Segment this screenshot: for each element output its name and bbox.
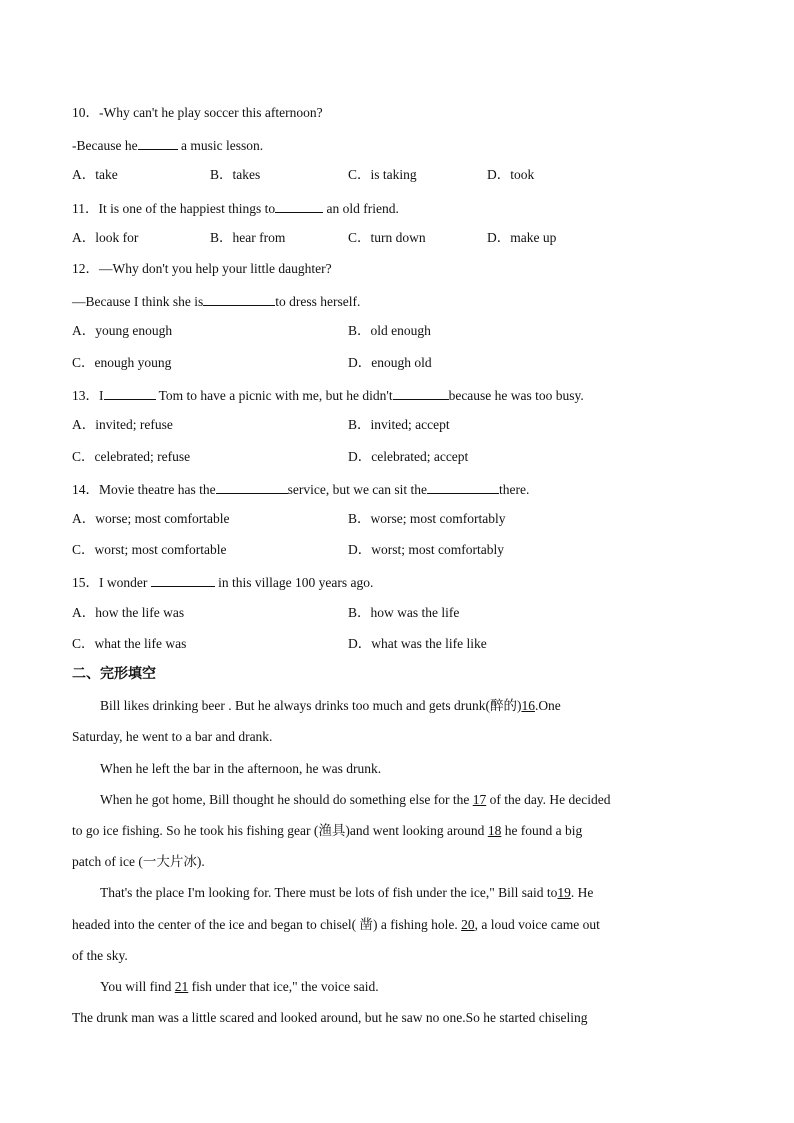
question-12-response <box>72 291 360 311</box>
question-10-response-post: a music lesson. <box>177 138 264 153</box>
question-12-response-post: to dress herself. <box>275 294 361 309</box>
passage-para-3-end: patch of ice (一大片冰). <box>72 854 205 869</box>
question-13-stem <box>72 385 584 405</box>
cloze-blank-21: 21 <box>174 979 189 994</box>
question-15-option-c: C．what the life was <box>72 636 187 651</box>
question-14-stem-pre: 14．Movie theatre has the <box>72 482 216 497</box>
passage-text: . He <box>570 885 594 900</box>
question-10-response-pre: -Because he <box>72 138 138 153</box>
question-13-stem-mid: Tom to have a picnic with me, but he didn't <box>155 388 393 403</box>
question-12-blank <box>203 291 275 306</box>
question-11-option-d: D．make up <box>487 230 557 245</box>
question-15-stem-pre: 15．I wonder <box>72 575 151 590</box>
question-11-stem-post: an old friend. <box>323 201 399 216</box>
passage-text: to go ice fishing. So he took his fishing gear (渔具)and went looking around <box>72 823 488 838</box>
cloze-blank-16: 16 <box>521 698 535 713</box>
question-14-blank-2 <box>427 479 499 494</box>
question-12-response-pre: —Because I think she is <box>72 294 204 309</box>
question-15-stem-post: in this village 100 years ago. <box>214 575 374 590</box>
question-12-stem: 12．—Why don't you help your little daughter? <box>72 261 332 276</box>
question-15-option-a: A．how the life was <box>72 605 185 620</box>
question-13-stem-pre: 13．I <box>72 388 104 403</box>
question-10-blank <box>138 135 178 150</box>
question-14-stem-mid: service, but we can sit the <box>287 482 428 497</box>
question-15-option-d: D．what was the life like <box>348 636 487 651</box>
question-10-option-c: C．is taking <box>348 167 417 182</box>
passage-para-5 <box>100 978 379 996</box>
passage-para-1-cont: Saturday, he went to a bar and drank. <box>72 729 273 744</box>
question-15-option-b: B．how was the life <box>348 605 460 620</box>
question-14-stem-post: there. <box>499 482 530 497</box>
cloze-blank-17: 17 <box>472 792 487 807</box>
question-14-option-d: D．worst; most comfortably <box>348 542 504 557</box>
question-10-response <box>72 135 263 155</box>
question-12-option-a: A．young enough <box>72 323 173 338</box>
cloze-blank-18: 18 <box>487 823 502 838</box>
question-13-option-b: B．invited; accept <box>348 417 450 432</box>
passage-para-2: When he left the bar in the afternoon, he was drunk. <box>100 761 382 776</box>
question-10-option-b: B．takes <box>210 167 261 182</box>
passage-para-6: The drunk man was a little scared and looked around, but he saw no one.So he started chiseling <box>72 1010 588 1025</box>
question-15-blank <box>151 572 215 587</box>
passage-text: That's the place I'm looking for. There must be lots of fish under the ice," Bill said to <box>100 885 558 900</box>
passage-text: Bill likes drinking beer . But he always drinks too much and gets drunk(醉的) <box>100 698 522 713</box>
passage-para-3-cont <box>72 822 582 840</box>
passage-text: .One <box>534 698 561 713</box>
question-15-stem <box>72 572 373 592</box>
question-11-option-a: A．look for <box>72 230 139 245</box>
question-12-option-c: C．enough young <box>72 355 172 370</box>
question-10-option-a: A．take <box>72 167 118 182</box>
passage-text: You will find <box>100 979 175 994</box>
question-11-stem <box>72 198 399 218</box>
question-12-option-d: D．enough old <box>348 355 432 370</box>
passage-para-4-end: of the sky. <box>72 948 128 963</box>
question-10-option-d: D．took <box>487 167 535 182</box>
question-14-option-b: B．worse; most comfortably <box>348 511 506 526</box>
passage-para-1 <box>100 697 561 715</box>
question-13-blank-1 <box>104 385 156 400</box>
passage-text: headed into the center of the ice and began to chisel( 凿) a fishing hole. <box>72 917 462 932</box>
question-13-option-d: D．celebrated; accept <box>348 449 469 464</box>
passage-text: , a loud voice came out <box>474 917 600 932</box>
passage-para-4 <box>100 884 593 902</box>
question-11-stem-pre: 11．It is one of the happiest things to <box>72 201 276 216</box>
cloze-blank-20: 20 <box>461 917 475 932</box>
question-10-stem: 10．-Why can't he play soccer this afternoon? <box>72 105 323 120</box>
question-11-option-c: C．turn down <box>348 230 426 245</box>
passage-text: of the day. He decided <box>486 792 611 807</box>
question-14-option-c: C．worst; most comfortable <box>72 542 227 557</box>
question-12-option-b: B．old enough <box>348 323 431 338</box>
question-13-blank-2 <box>393 385 449 400</box>
passage-text: When he got home, Bill thought he should do something else for the <box>100 792 473 807</box>
cloze-blank-19: 19 <box>557 885 571 900</box>
question-13-stem-post: because he was too busy. <box>448 388 584 403</box>
section-heading: 二、完形填空 <box>72 666 156 682</box>
passage-para-3 <box>100 791 611 809</box>
question-13-option-a: A．invited; refuse <box>72 417 173 432</box>
passage-text: fish under that ice," the voice said. <box>188 979 379 994</box>
question-14-option-a: A．worse; most comfortable <box>72 511 230 526</box>
question-14-stem <box>72 479 529 499</box>
question-11-blank <box>275 198 323 213</box>
question-11-option-b: B．hear from <box>210 230 286 245</box>
question-14-blank-1 <box>216 479 288 494</box>
passage-text: he found a big <box>501 823 583 838</box>
passage-para-4-cont <box>72 916 600 934</box>
question-13-option-c: C．celebrated; refuse <box>72 449 191 464</box>
